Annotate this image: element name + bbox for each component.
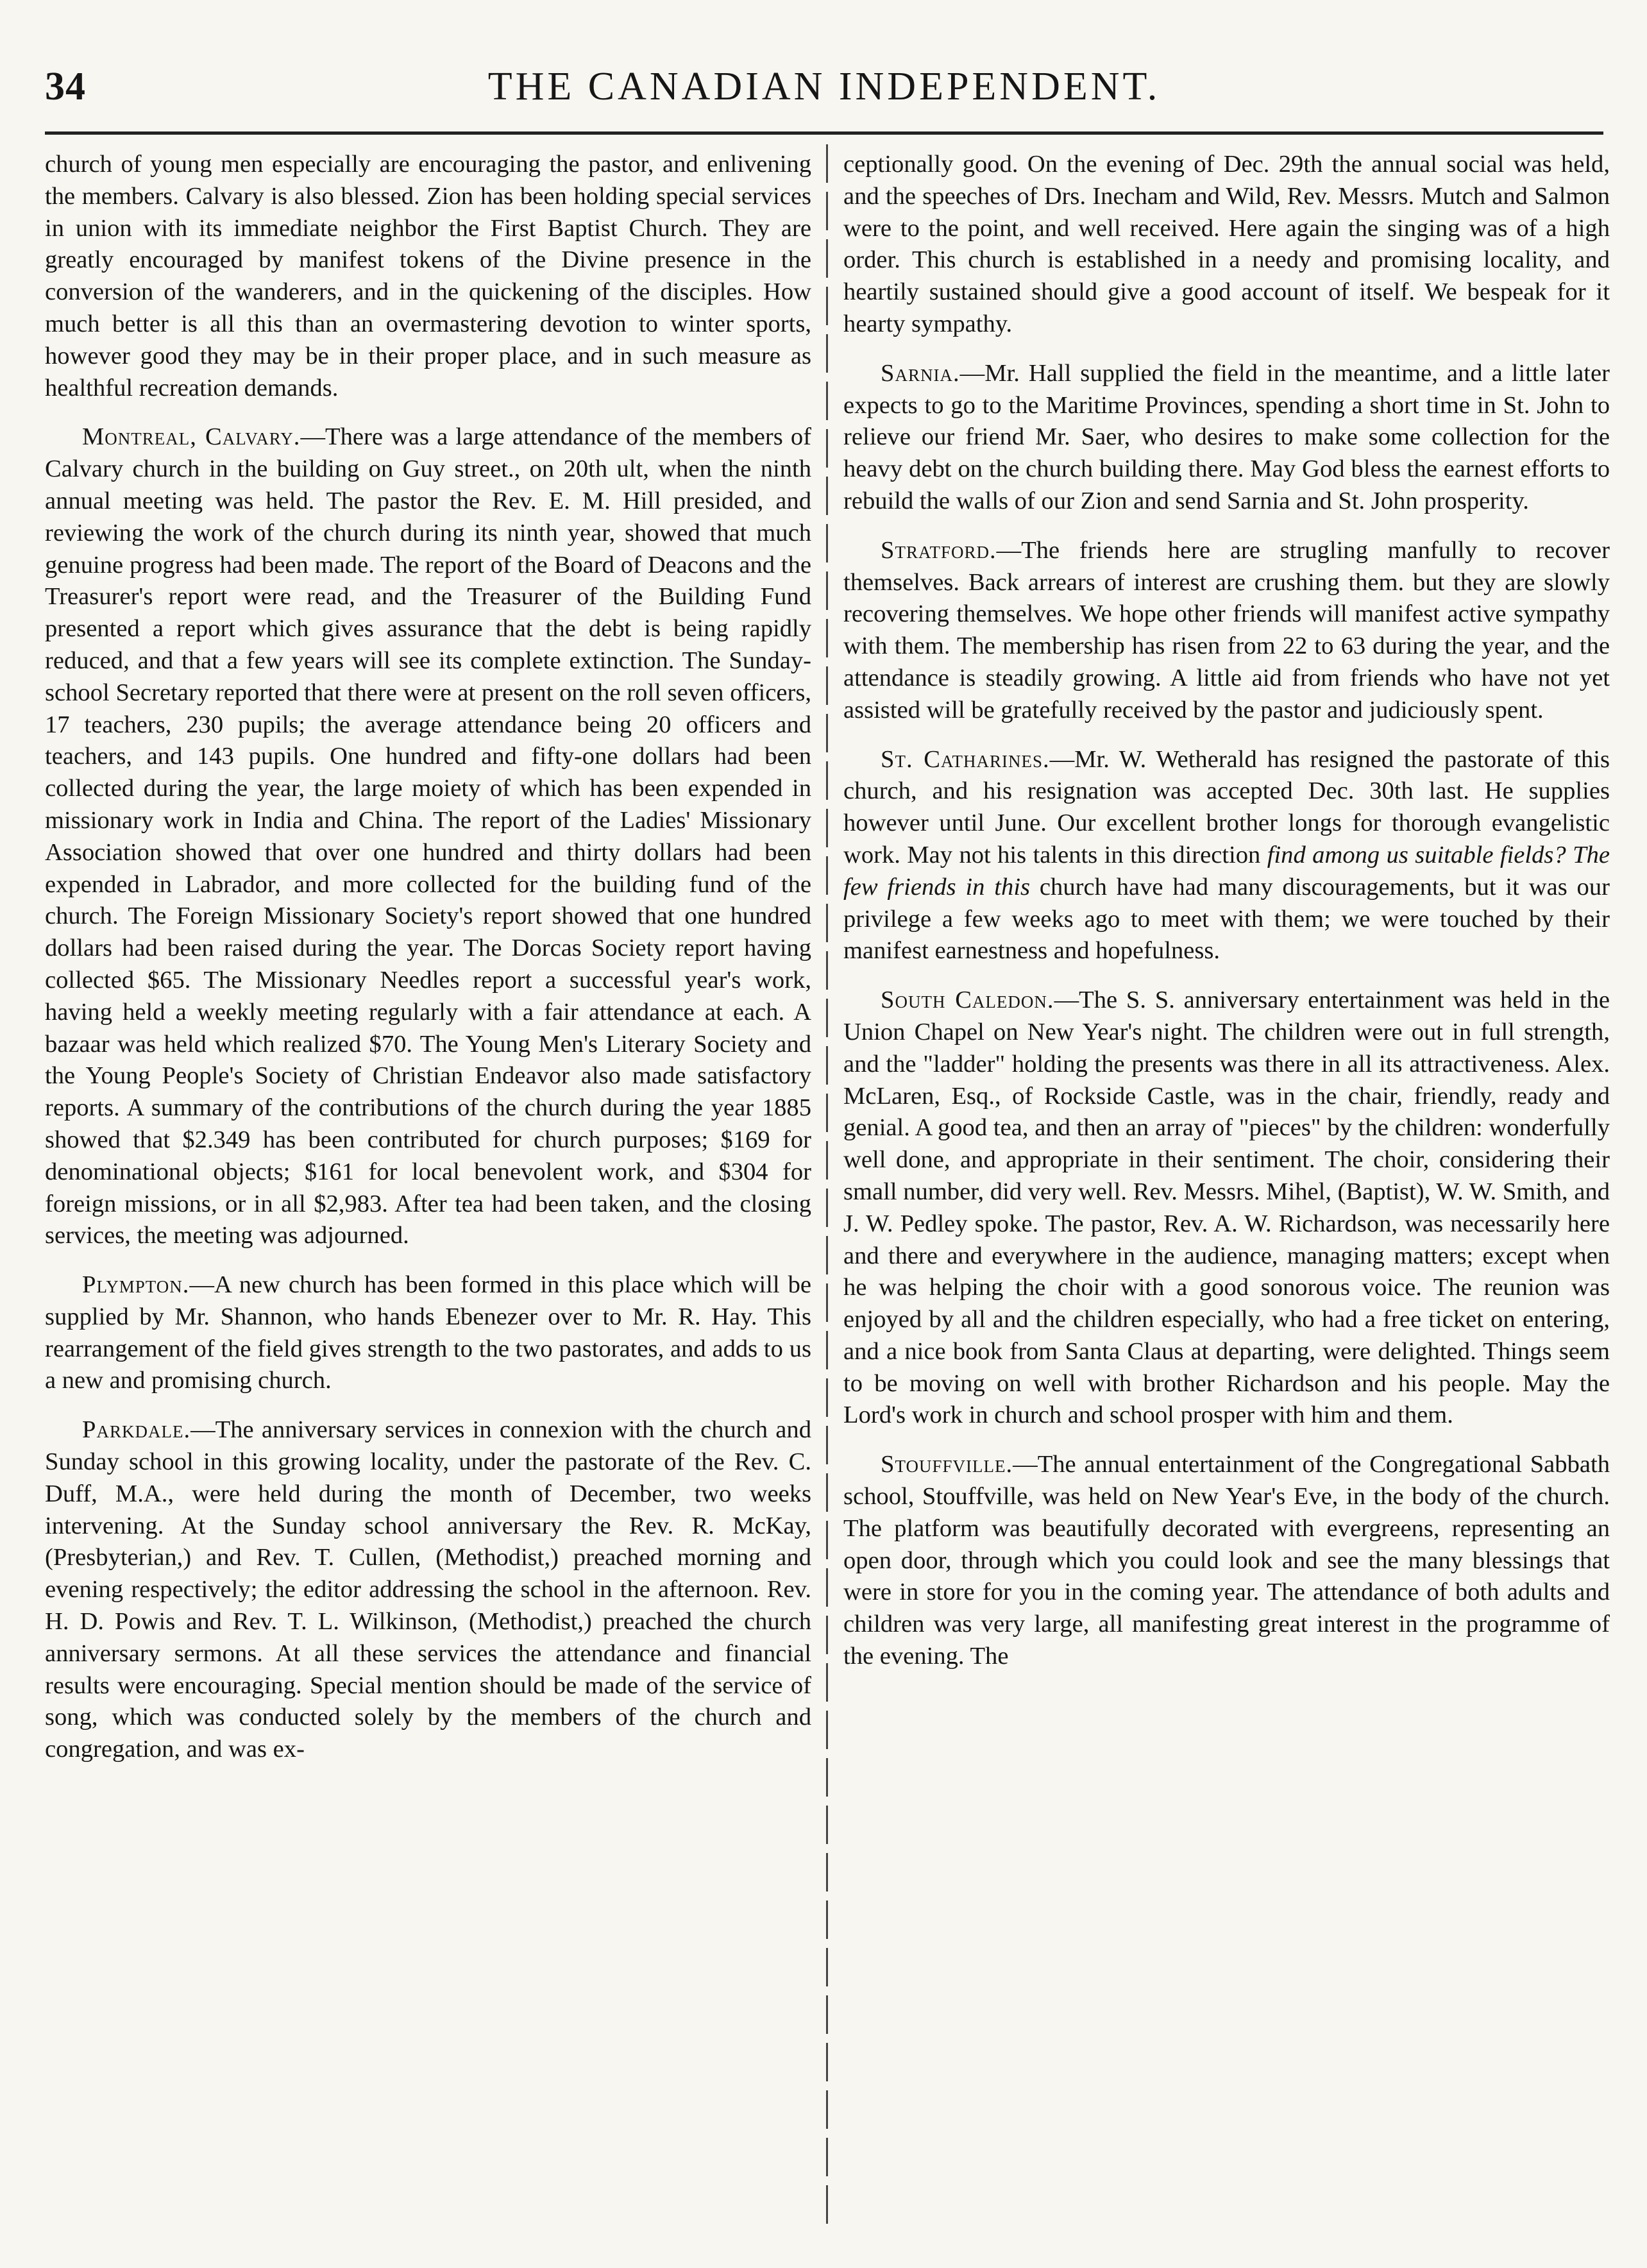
right-column — [843, 149, 1610, 2227]
paragraph-text: —Mr. W. Wetherald has resigned the pastorate of this church, and his resignation was accepted Dec. 30th last. He supplies however until June. Our excellent brother longs for thorough evangelistic work. May not his talents in this direction — [843, 745, 1610, 868]
paragraph-zion-continued — [45, 149, 811, 404]
header-rule — [45, 131, 1603, 135]
paragraph-montreal-calvary — [45, 421, 811, 1252]
italic-text: find among us suitable fields? The few friends in this — [843, 841, 1610, 901]
section-heading-st-catharines: St. Catharines. — [881, 745, 1050, 773]
page-header — [45, 64, 1603, 122]
paragraph-text: —The anniversary services in connexion with the church and Sunday school in this growing locality, under the pastorate of the Rev. C. Duff, M.A., were held during the month of December, two weeks intervening. At the Sunday school anniversary the Rev. R. McKay, (Presbyterian,) and Rev. T. Cullen, (Methodist,) preached morning and evening respectively; the editor addressing the school in the afternoon. Rev. H. D. Powis and Rev. T. L. Wilkinson, (Methodist,) preached the church anniversary sermons. At all these services the attendance and financial results were encouraging. Special mention should be made of the service of song, which was conducted solely by the members of the church and congregation, and was ex- — [45, 1416, 811, 1763]
page-number: 34 — [45, 65, 86, 108]
paragraph-text: —Mr. Hall supplied the field in the meantime, and a little later expects to go to the Maritime Provinces, spending a short time in St. John to relieve our friend Mr. Saer, who desires to make some collection for the heavy debt on the church building there. May God bless the earnest efforts to rebuild the walls of our Zion and send Sarnia and St. John prosperity. — [843, 359, 1610, 514]
paragraph-parkdale — [45, 1414, 811, 1766]
section-heading-south-caledon: South Caledon. — [881, 986, 1054, 1014]
paragraph-stouffville — [843, 1449, 1610, 1673]
paragraph-text: church of young men especially are encouraging the pastor, and enlivening the members. Calvary is also blessed. Zion has been holding special services in union with its immediate neighbor the First Baptist Church. They are greatly encouraged by manifest tokens of the Divine presence in the conversion of the wanderers, and in the quickening of the disciples. How much better is all this than an overmastering devotion to winter sports, however good they may be in their proper place, and in such measure as healthful recreation demands. — [45, 151, 811, 402]
paragraph-parkdale-continued — [843, 149, 1610, 341]
column-divider — [826, 144, 828, 2226]
paragraph-text: ceptionally good. On the evening of Dec. 29th the annual social was held, and the speeches of Drs. Inecham and Wild, Rev. Messrs. Mutch and Salmon were to the point, and well received. Here again the singing was of a high order. This church is established in a needy and promising locality, and heartily sustained should give a good account of itself. We bespeak for it hearty sympathy. — [843, 151, 1610, 337]
paragraph-text: —The friends here are strugling manfully to recover themselves. Back arrears of interest are crushing them. but they are slowly recovering themselves. We hope other friends will manifest active sympathy with them. The membership has risen from 22 to 63 during the year, and the attendance is steadily growing. A little aid from friends who have not yet assisted will be gratefully received by the pastor and judiciously spent. — [843, 536, 1610, 724]
paragraph-stratford — [843, 535, 1610, 727]
paragraph-text: —The S. S. anniversary entertainment was held in the Union Chapel on New Year's night. The children were out in full strength, and the "ladder" holding the presents was there in all its attractiveness. Alex. McLaren, Esq., of Rockside Castle, was in the chair, friendly, ready and genial. A good tea, and then an array of "pieces" by the children: wonderfully well done, and appropriate in their sentiment. The choir, considering their small number, did very well. Rev. Messrs. Mihel, (Baptist), W. W. Smith, and J. W. Pedley spoke. The pastor, Rev. A. W. Richardson, was necessarily here and there and everywhere in the audience, managing matters; except when he was helping the choir with a good sonorous voice. The reunion was enjoyed by all and the children especially, who had a free ticket on entering, and a nice book from Santa Claus at departing, were delighted. Things seem to be moving on well with brother Richardson and his people. May the Lord's work in church and school prosper with him and them. — [843, 986, 1610, 1429]
paragraph-south-caledon — [843, 985, 1610, 1432]
section-heading-parkdale: Parkdale. — [82, 1416, 191, 1444]
paragraph-sarnia — [843, 358, 1610, 518]
left-column — [45, 149, 811, 2227]
section-heading-stouffville: Stouffville. — [881, 1451, 1013, 1478]
section-heading-stratford: Stratford. — [881, 536, 997, 564]
paragraph-plympton — [45, 1269, 811, 1397]
journal-title: THE CANADIAN INDEPENDENT. — [487, 65, 1161, 108]
section-heading-sarnia: Sarnia. — [881, 359, 960, 387]
paragraph-st-catharines — [843, 744, 1610, 968]
paragraph-text: —There was a large attendance of the members of Calvary church in the building on Guy street., on 20th ult, when the ninth annual meeting was held. The pastor the Rev. E. M. Hill presided, and reviewing the work of the church during its ninth year, showed that much genuine progress had been made. The report of the Board of Deacons and the Treasurer's report were read, and the Treasurer of the Building Fund presented a report which gives assurance that the debt is being rapidly reduced, and that a few years will see its complete extinction. The Sunday-school Secretary reported that there were at present on the roll seven officers, 17 teachers, 230 pupils; the average attendance being 20 officers and teachers, and 143 pupils. One hundred and fifty-one dollars had been collected during the year, the large moiety of which has been expended in missionary work in India and China. The report of the Ladies' Missionary Association showed that over one hundred and thirty dollars had been expended in Labrador, and more collected for the building fund of the church. The Foreign Missionary Society's report showed that one hundred dollars had been raised during the year. The Dorcas Society report having collected $65. The Missionary Needles report a successful year's work, having held a weekly meeting regularly with a fair attendance at each. A bazaar was held which realized $70. The Young Men's Literary Society and the Young People's Society of Christian Endeavor also made satisfactory reports. A summary of the contributions of the church during the year 1885 showed that $2.349 has been contributed for church purposes; $169 for denominational objects; $161 for local benevolent work, and $304 for foreign missions, or in all $2,983. After tea had been taken, and the closing services, the meeting was adjourned. — [45, 423, 811, 1249]
paragraph-text: church have had many discouragements, but it was our privilege a few weeks ago to meet with them; we were touched by their manifest earnestness and hopefulness. — [843, 873, 1610, 965]
paragraph-text: —A new church has been formed in this place which will be supplied by Mr. Shannon, who hands Ebenezer over to Mr. R. Hay. This rearrangement of the field gives strength to the two pastorates, and adds to us a new and promising church. — [45, 1271, 811, 1394]
paragraph-text: —The annual entertainment of the Congregational Sabbath school, Stouffville, was held on New Year's Eve, in the body of the church. The platform was beautifully decorated with evergreens, representing an open door, through which you could look and see the many blessings that were in store for you in the coming year. The attendance of both adults and children was very large, all manifesting great interest in the programme of the evening. The — [843, 1451, 1610, 1670]
section-heading-plympton: Plympton. — [82, 1271, 190, 1299]
section-heading-montreal-calvary: Montreal, Calvary. — [82, 423, 301, 451]
